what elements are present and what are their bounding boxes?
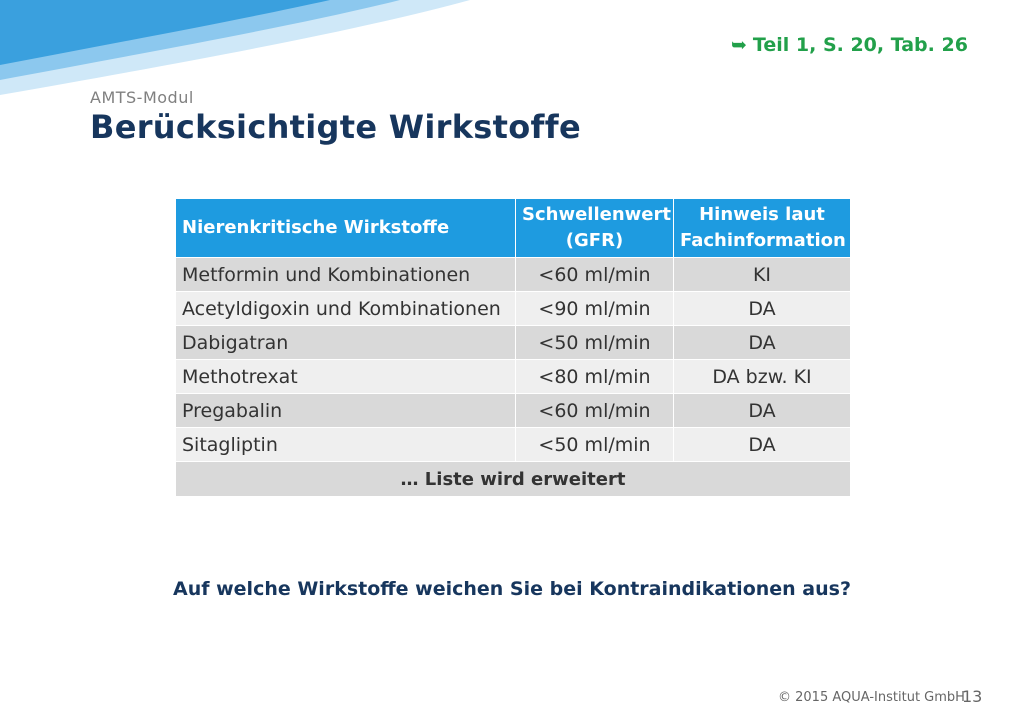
drug-cell: Acetyldigoxin und Kombinationen [176,292,516,326]
threshold-cell: <50 ml/min [516,428,674,462]
table-row [176,360,851,394]
table-footer-row [176,462,851,497]
threshold-cell: <60 ml/min [516,394,674,428]
question-text: Auf welche Wirkstoffe weichen Sie bei Kontraindikationen aus? [173,578,851,600]
note-cell: DA [674,428,851,462]
note-cell: DA bzw. KI [674,360,851,394]
threshold-cell: <50 ml/min [516,326,674,360]
header-threshold [516,199,674,258]
note-cell: DA [674,326,851,360]
table-header-row [176,199,851,258]
header-drug: Nierenkritische Wirkstoffe [176,199,516,258]
drug-cell: Methotrexat [176,360,516,394]
threshold-cell: <80 ml/min [516,360,674,394]
table-row [176,428,851,462]
header-note-line2: Fachinformation [680,230,846,251]
header-note-line1: Hinweis laut [699,204,825,225]
header-threshold-line1: Schwellenwert [522,204,671,225]
drug-cell: Dabigatran [176,326,516,360]
note-cell: KI [674,258,851,292]
note-cell: DA [674,292,851,326]
drug-table [175,198,851,497]
table-row [176,326,851,360]
page-title: Berücksichtigte Wirkstoffe [90,108,581,146]
module-label: AMTS-Modul [90,88,194,107]
table-row [176,292,851,326]
table-footer-note: … Liste wird erweitert [176,462,851,497]
page-number: 13 [962,687,983,706]
threshold-cell: <60 ml/min [516,258,674,292]
note-cell: DA [674,394,851,428]
copyright: © 2015 AQUA-Institut GmbH [778,690,965,705]
arrow-right-icon: ➥ [731,34,747,56]
reference-text: Teil 1, S. 20, Tab. 26 [752,34,968,56]
reference-link [731,34,968,56]
threshold-cell: <90 ml/min [516,292,674,326]
table-row [176,394,851,428]
drug-cell: Pregabalin [176,394,516,428]
drug-cell: Sitagliptin [176,428,516,462]
drug-cell: Metformin und Kombinationen [176,258,516,292]
table-row [176,258,851,292]
header-note [674,199,851,258]
decorative-wave [0,0,520,100]
header-threshold-line2: (GFR) [565,230,624,251]
